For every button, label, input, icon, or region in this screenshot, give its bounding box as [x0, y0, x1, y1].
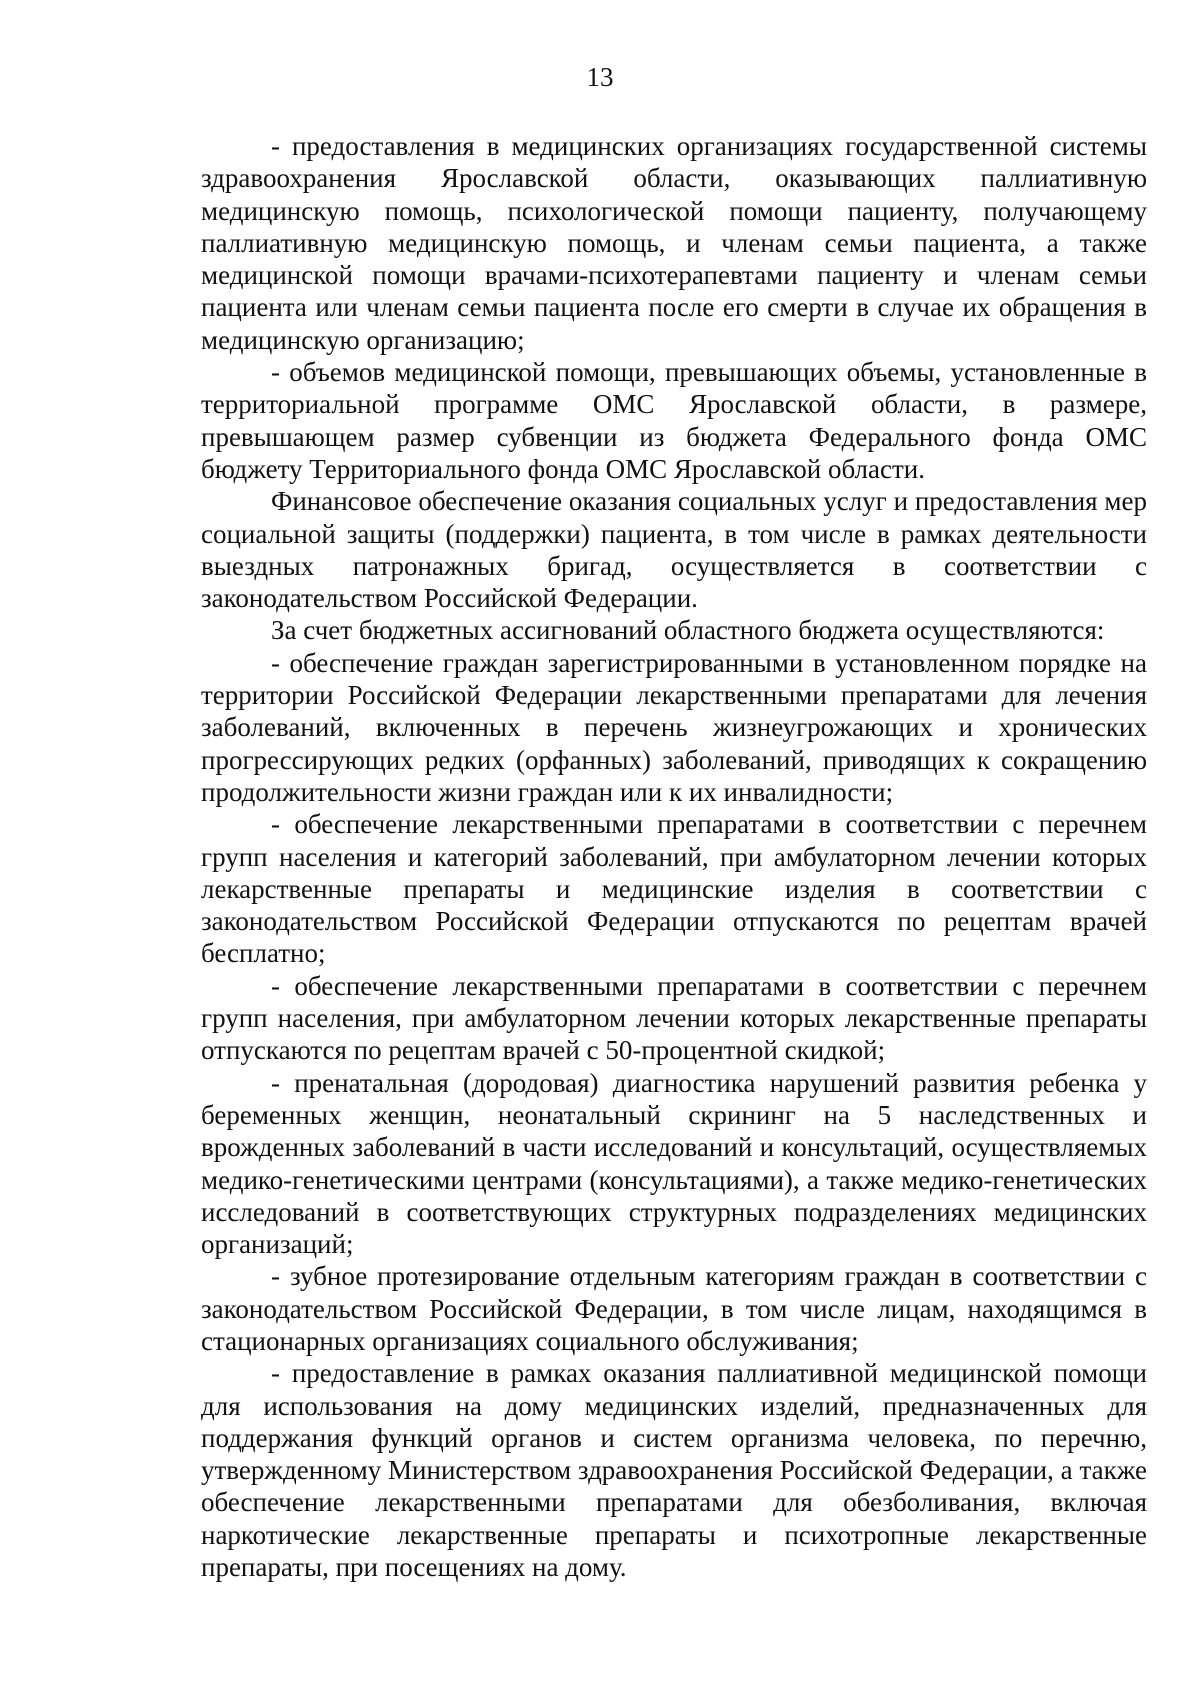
paragraph-regional-budget-intro: За счет бюджетных ассигнований областного бюджета осуществляются: — [271, 615, 1105, 646]
paragraph-psychological-help: - предоставления в медицинских организациях государственной системы здравоохранения Ярославской области, оказывающих паллиативную медицинскую помощь, психологической помощи пациенту, получающему паллиативную медицинскую помощь, и членам семьи пациента, а также медицинской помощи врачами-психотерапевтами пациенту и членам семьи пациента или членам семьи пациента после его смерти в случае их обращения в медицинскую организацию; — [201, 131, 1147, 355]
page-number: 13 — [586, 62, 614, 92]
paragraph-social-services-financing: Финансовое обеспечение оказания социальных услуг и предоставления мер социальной защиты (поддержки) пациента, в том числе в рамках деятельности выездных патронажных бригад, осуществляется в соответствии с законодательством Российской Федерации. — [201, 486, 1147, 614]
paragraph-excess-volumes: - объемов медицинской помощи, превышающих объемы, установленные в территориальной программе ОМС Ярославской области, в размере, превышающем размер субвенции из бюджета Федерального фонда ОМС бюджету Территориального фонда ОМС Ярославской области. — [201, 357, 1147, 484]
paragraph-discount-prescriptions: - обеспечение лекарственными препаратами в соответствии с перечнем групп населения, при амбулаторном лечении которых лекарственные препараты отпускаются по рецептам врачей с 50-процентной скидкой; — [201, 970, 1147, 1066]
paragraph-prenatal-diagnostics: - пренатальная (дородовая) диагностика нарушений развития ребенка у беременных женщин, неонатальный скрининг на 5 наследственных и врожденных заболеваний в части исследований и консультаций, осуществляемых медико-генетическими центрами (консультациями), а также медико-генетических исследований в соответствующих структурных подразделениях медицинских организаций; — [201, 1067, 1147, 1260]
paragraph-palliative-home-devices: - предоставление в рамках оказания паллиативной медицинской помощи для использования на дому медицинских изделий, предназначенных для поддержания функций органов и систем организма человека, по перечню, утвержденному Министерством здравоохранения Российской Федерации, а также обеспечение лекарственными препаратами для обезболивания, включая наркотические лекарственные препараты и психотропные лекарственные препараты, при посещениях на дому. — [201, 1358, 1147, 1583]
paragraph-dental-prosthetics: - зубное протезирование отдельным категориям граждан в соответствии с законодательством Российской Федерации, в том числе лицам, находящимся в стационарных организациях социального обслуживания; — [201, 1261, 1147, 1356]
paragraph-free-prescriptions: - обеспечение лекарственными препаратами в соответствии с перечнем групп населения и категорий заболеваний, при амбулаторном лечении которых лекарственные препараты и медицинские изделия в соответствии с законодательством Российской Федерации отпускаются по рецептам врачей бесплатно; — [201, 809, 1147, 969]
paragraph-orphan-diseases: - обеспечение граждан зарегистрированными в установленном порядке на территории Российской Федерации лекарственными препаратами для лечения заболеваний, включенных в перечень жизнеугрожающих и хронических прогрессирующих редких (орфанных) заболеваний, приводящих к сокращению продолжительности жизни граждан или к их инвалидности; — [201, 647, 1147, 807]
document-body — [201, 130, 1147, 1583]
